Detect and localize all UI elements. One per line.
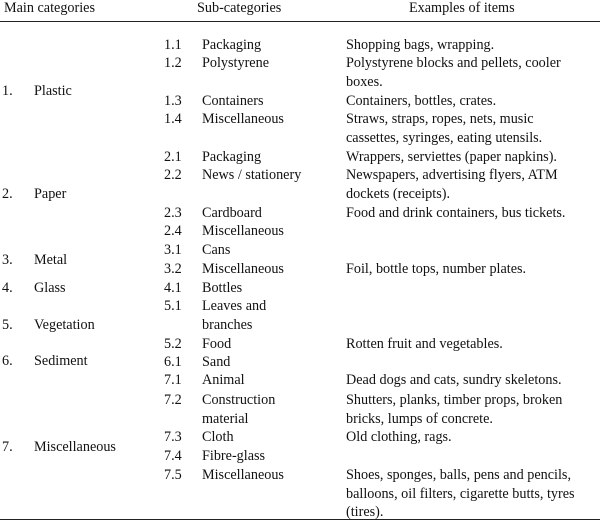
main-category-name: Metal xyxy=(34,252,68,268)
sub-category-name: Cardboard xyxy=(202,205,262,221)
sub-category-name: Packaging xyxy=(202,149,262,165)
main-category-name: Miscellaneous xyxy=(34,439,116,455)
sub-category-num: 7.1 xyxy=(164,372,182,388)
example-items: Straws, straps, ropes, nets, music cassettes, syringes, eating utensils. xyxy=(346,111,543,146)
example-items: Dead dogs and cats, sundry skeletons. xyxy=(346,372,562,388)
sub-category-name: Miscellaneous xyxy=(202,223,284,239)
sub-category-num: 2.1 xyxy=(164,149,182,165)
sub-category-num: 2.2 xyxy=(164,167,182,183)
sub-category-num: 1.1 xyxy=(164,37,182,53)
header-examples: Examples of items xyxy=(409,0,515,16)
sub-category-name: Miscellaneous xyxy=(202,467,284,483)
main-category-name: Glass xyxy=(34,280,66,296)
sub-category-name: Polystyrene xyxy=(202,55,269,71)
main-category-num: 2. xyxy=(2,186,13,202)
sub-category-num: 7.2 xyxy=(164,392,182,408)
sub-category-num: 3.1 xyxy=(164,242,182,258)
main-category-name: Plastic xyxy=(34,83,72,99)
sub-category-num: 1.4 xyxy=(164,111,182,127)
example-items: Old clothing, rags. xyxy=(346,429,452,445)
sub-category-num: 4.1 xyxy=(164,280,182,296)
sub-category-num: 5.2 xyxy=(164,336,182,352)
sub-category-name: Animal xyxy=(202,372,245,388)
example-items: Polystyrene blocks and pellets, cooler boxes. xyxy=(346,55,561,90)
example-items: Foil, bottle tops, number plates. xyxy=(346,261,527,277)
sub-category-name: Cans xyxy=(202,242,231,258)
sub-category-name: Bottles xyxy=(202,280,243,296)
main-category-name: Vegetation xyxy=(34,317,95,333)
sub-category-name: Miscellaneous xyxy=(202,111,284,127)
main-category-name: Paper xyxy=(34,186,67,202)
sub-category-name: Sand xyxy=(202,354,231,370)
sub-category-num: 5.1 xyxy=(164,298,182,314)
main-category-num: 4. xyxy=(2,280,13,296)
example-items: Containers, bottles, crates. xyxy=(346,93,497,109)
sub-category-name: Food xyxy=(202,336,232,352)
sub-category-num: 2.4 xyxy=(164,223,182,239)
sub-category-num: 7.4 xyxy=(164,448,182,464)
sub-category-name: News / stationery xyxy=(202,167,302,183)
sub-category-name: Fibre-glass xyxy=(202,448,266,464)
sub-category-name: Leaves and branches xyxy=(202,298,267,333)
sub-category-num: 1.2 xyxy=(164,55,182,71)
sub-category-num: 7.5 xyxy=(164,467,182,483)
sub-category-num: 6.1 xyxy=(164,354,182,370)
example-items: Newspapers, advertising flyers, ATM dockets (receipts). xyxy=(346,167,558,202)
example-items: Shoes, sponges, balls, pens and pencils, balloons, oil filters, cigarette butts, tyres (tires). xyxy=(346,467,575,520)
header-sub-categories: Sub-categories xyxy=(197,0,282,16)
header-main-categories: Main categories xyxy=(4,0,95,16)
main-category-num: 5. xyxy=(2,317,13,333)
example-items: Shopping bags, wrapping. xyxy=(346,37,495,53)
main-category-num: 3. xyxy=(2,252,13,268)
sub-category-name: Packaging xyxy=(202,37,262,53)
example-items: Shutters, planks, timber props, broken bricks, lumps of concrete. xyxy=(346,392,563,427)
sub-category-num: 3.2 xyxy=(164,261,182,277)
example-items: Food and drink containers, bus tickets. xyxy=(346,205,566,221)
example-items: Rotten fruit and vegetables. xyxy=(346,336,503,352)
sub-category-num: 1.3 xyxy=(164,93,182,109)
header-rule xyxy=(0,21,600,22)
sub-category-name: Construction material xyxy=(202,392,276,427)
main-category-num: 6. xyxy=(2,353,13,369)
sub-category-num: 7.3 xyxy=(164,429,182,445)
sub-category-name: Miscellaneous xyxy=(202,261,284,277)
main-category-num: 1. xyxy=(2,83,13,99)
main-category-name: Sediment xyxy=(34,353,88,369)
example-items: Wrappers, serviettes (paper napkins). xyxy=(346,149,557,165)
sub-category-name: Cloth xyxy=(202,429,234,445)
main-category-num: 7. xyxy=(2,439,13,455)
sub-category-num: 2.3 xyxy=(164,205,182,221)
sub-category-name: Containers xyxy=(202,93,264,109)
